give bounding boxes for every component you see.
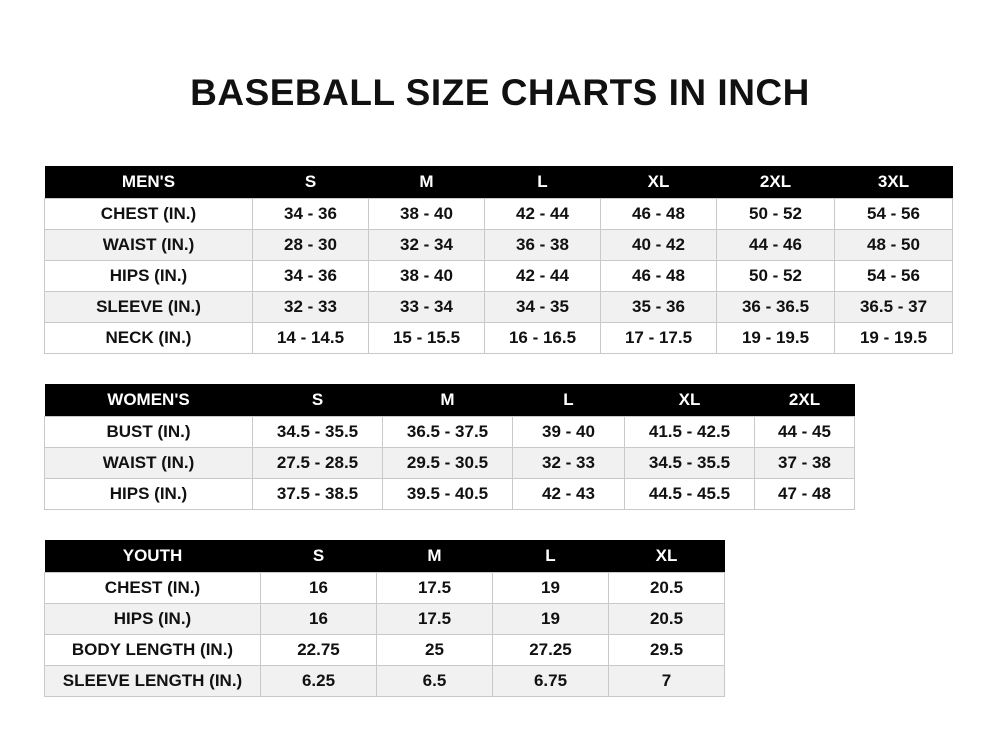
table-header-row xyxy=(45,540,725,573)
cell: 47 - 48 xyxy=(755,479,855,510)
cell: 39 - 40 xyxy=(513,417,625,448)
page-title: BASEBALL SIZE CHARTS IN INCH xyxy=(190,72,810,113)
youth-table-body xyxy=(45,573,725,697)
cell: 32 - 33 xyxy=(513,448,625,479)
tables-container xyxy=(0,166,1000,697)
cell: 34.5 - 35.5 xyxy=(253,417,383,448)
mens-header-3xl: 3XL xyxy=(835,166,953,199)
cell: 36.5 - 37.5 xyxy=(383,417,513,448)
table-row xyxy=(45,479,855,510)
row-label: SLEEVE LENGTH (IN.) xyxy=(45,666,261,697)
cell: 46 - 48 xyxy=(601,261,717,292)
cell: 34 - 36 xyxy=(253,261,369,292)
table-row xyxy=(45,323,953,354)
cell: 37 - 38 xyxy=(755,448,855,479)
row-label: NECK (IN.) xyxy=(45,323,253,354)
table-row xyxy=(45,199,953,230)
cell: 29.5 xyxy=(609,635,725,666)
row-label: CHEST (IN.) xyxy=(45,573,261,604)
cell: 34.5 - 35.5 xyxy=(625,448,755,479)
womens-header-l: L xyxy=(513,384,625,417)
womens-size-table xyxy=(44,384,855,510)
cell: 28 - 30 xyxy=(253,230,369,261)
cell: 36 - 36.5 xyxy=(717,292,835,323)
cell: 35 - 36 xyxy=(601,292,717,323)
cell: 27.25 xyxy=(493,635,609,666)
cell: 44 - 46 xyxy=(717,230,835,261)
cell: 16 - 16.5 xyxy=(485,323,601,354)
cell: 19 - 19.5 xyxy=(717,323,835,354)
table-header-row xyxy=(45,384,855,417)
cell: 42 - 43 xyxy=(513,479,625,510)
cell: 15 - 15.5 xyxy=(369,323,485,354)
table-row xyxy=(45,448,855,479)
cell: 36 - 38 xyxy=(485,230,601,261)
cell: 25 xyxy=(377,635,493,666)
womens-header-2xl: 2XL xyxy=(755,384,855,417)
cell: 7 xyxy=(609,666,725,697)
table-row xyxy=(45,417,855,448)
cell: 48 - 50 xyxy=(835,230,953,261)
table-row xyxy=(45,292,953,323)
cell: 39.5 - 40.5 xyxy=(383,479,513,510)
mens-size-table xyxy=(44,166,953,354)
cell: 27.5 - 28.5 xyxy=(253,448,383,479)
cell: 40 - 42 xyxy=(601,230,717,261)
youth-table-head xyxy=(45,540,725,573)
womens-header-xl: XL xyxy=(625,384,755,417)
table-row xyxy=(45,573,725,604)
mens-header-s: S xyxy=(253,166,369,199)
cell: 44 - 45 xyxy=(755,417,855,448)
youth-header-label: YOUTH xyxy=(45,540,261,573)
cell: 20.5 xyxy=(609,573,725,604)
womens-header-m: M xyxy=(383,384,513,417)
cell: 42 - 44 xyxy=(485,261,601,292)
table-row xyxy=(45,635,725,666)
cell: 6.25 xyxy=(261,666,377,697)
table-row xyxy=(45,666,725,697)
cell: 38 - 40 xyxy=(369,261,485,292)
cell: 46 - 48 xyxy=(601,199,717,230)
row-label: WAIST (IN.) xyxy=(45,230,253,261)
cell: 33 - 34 xyxy=(369,292,485,323)
row-label: BUST (IN.) xyxy=(45,417,253,448)
cell: 41.5 - 42.5 xyxy=(625,417,755,448)
cell: 17 - 17.5 xyxy=(601,323,717,354)
table-spacer xyxy=(44,354,956,384)
cell: 16 xyxy=(261,573,377,604)
youth-header-m: M xyxy=(377,540,493,573)
table-header-row xyxy=(45,166,953,199)
cell: 16 xyxy=(261,604,377,635)
cell: 14 - 14.5 xyxy=(253,323,369,354)
cell: 34 - 35 xyxy=(485,292,601,323)
mens-header-2xl: 2XL xyxy=(717,166,835,199)
cell: 19 xyxy=(493,604,609,635)
row-label: HIPS (IN.) xyxy=(45,479,253,510)
cell: 54 - 56 xyxy=(835,261,953,292)
mens-table-body xyxy=(45,199,953,354)
cell: 34 - 36 xyxy=(253,199,369,230)
mens-table-head xyxy=(45,166,953,199)
table-row xyxy=(45,261,953,292)
mens-header-xl: XL xyxy=(601,166,717,199)
youth-header-s: S xyxy=(261,540,377,573)
mens-header-m: M xyxy=(369,166,485,199)
cell: 19 - 19.5 xyxy=(835,323,953,354)
mens-header-label: MEN'S xyxy=(45,166,253,199)
cell: 36.5 - 37 xyxy=(835,292,953,323)
cell: 20.5 xyxy=(609,604,725,635)
cell: 22.75 xyxy=(261,635,377,666)
youth-size-table xyxy=(44,540,725,697)
womens-header-s: S xyxy=(253,384,383,417)
youth-header-l: L xyxy=(493,540,609,573)
cell: 50 - 52 xyxy=(717,261,835,292)
table-spacer xyxy=(44,510,956,540)
row-label: CHEST (IN.) xyxy=(45,199,253,230)
table-row xyxy=(45,230,953,261)
cell: 6.75 xyxy=(493,666,609,697)
row-label: SLEEVE (IN.) xyxy=(45,292,253,323)
cell: 19 xyxy=(493,573,609,604)
table-row xyxy=(45,604,725,635)
row-label: HIPS (IN.) xyxy=(45,604,261,635)
youth-header-xl: XL xyxy=(609,540,725,573)
cell: 29.5 - 30.5 xyxy=(383,448,513,479)
cell: 37.5 - 38.5 xyxy=(253,479,383,510)
womens-table-head xyxy=(45,384,855,417)
cell: 38 - 40 xyxy=(369,199,485,230)
cell: 17.5 xyxy=(377,573,493,604)
cell: 54 - 56 xyxy=(835,199,953,230)
row-label: WAIST (IN.) xyxy=(45,448,253,479)
cell: 32 - 33 xyxy=(253,292,369,323)
cell: 44.5 - 45.5 xyxy=(625,479,755,510)
cell: 6.5 xyxy=(377,666,493,697)
cell: 32 - 34 xyxy=(369,230,485,261)
womens-table-body xyxy=(45,417,855,510)
row-label: BODY LENGTH (IN.) xyxy=(45,635,261,666)
womens-header-label: WOMEN'S xyxy=(45,384,253,417)
cell: 50 - 52 xyxy=(717,199,835,230)
mens-header-l: L xyxy=(485,166,601,199)
cell: 17.5 xyxy=(377,604,493,635)
cell: 42 - 44 xyxy=(485,199,601,230)
row-label: HIPS (IN.) xyxy=(45,261,253,292)
